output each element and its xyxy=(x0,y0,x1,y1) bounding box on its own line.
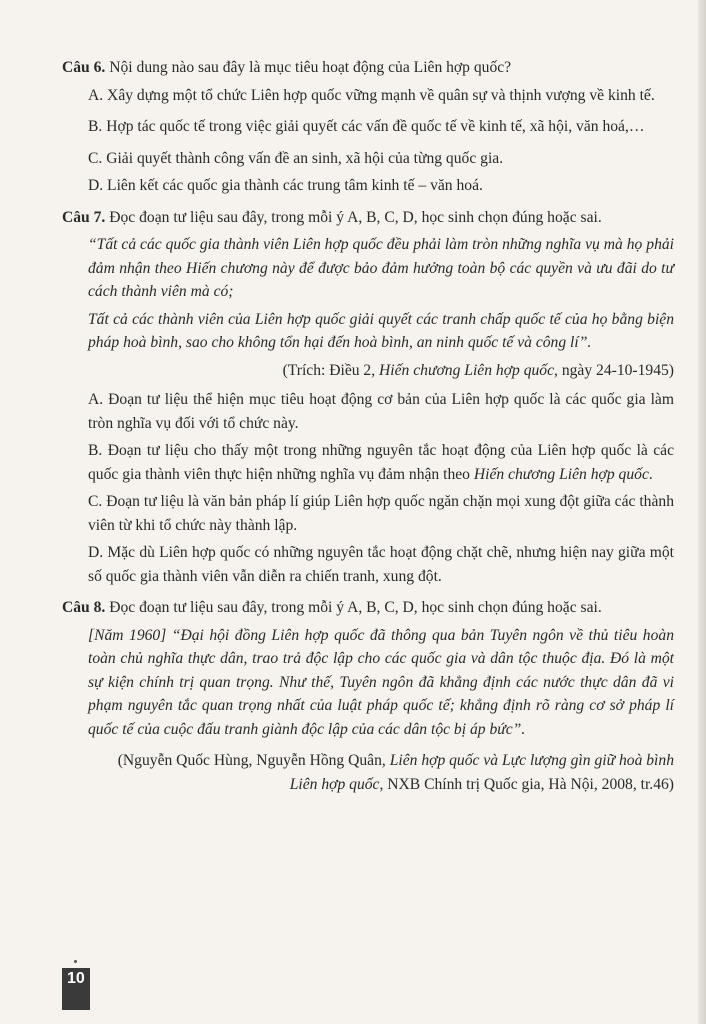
question-8 xyxy=(62,596,674,620)
question-8-quote: [Năm 1960] “Đại hội đồng Liên hợp quốc đã thông qua bản Tuyên ngôn về thủ tiêu hoàn toàn chủ nghĩa thực dân, trao trả độc lập cho các quốc gia và dân tộc thuộc địa. Đó là một sự kiện chính trị quan trọng. Như thế, Tuyên ngôn đã khẳng định các nước thực dân đã vi phạm nguyên tắc quan trọng nhất của luật pháp quốc tế; khẳng định rõ ràng cơ sở pháp lí quốc tế của cuộc đấu tranh giành độc lập của các dân tộc bị áp bức”. xyxy=(88,626,674,738)
question-7-option-a: A. Đoạn tư liệu thể hiện mục tiêu hoạt động cơ bản của Liên hợp quốc là các quốc gia làm tròn nghĩa vụ đối với tổ chức này. xyxy=(88,391,674,432)
question-8-text: Đọc đoạn tư liệu sau đây, trong mỗi ý A, B, C, D, học sinh chọn đúng hoặc sai. xyxy=(105,599,602,616)
question-7-quote-paragraph-1: “Tất cả các quốc gia thành viên Liên hợp quốc đều phải làm tròn những nghĩa vụ mà họ phải đảm nhận theo Hiến chương này để được bảo đảm hưởng toàn bộ các quyền và ưu đãi do tư cách thành viên mà có; xyxy=(88,236,674,300)
question-6-option-a: A. Xây dựng một tổ chức Liên hợp quốc vững mạnh về quân sự và thịnh vượng về kinh tế. xyxy=(88,86,655,104)
question-6 xyxy=(62,56,674,80)
question-7-source-title: Hiến chương Liên hợp quốc xyxy=(379,361,555,379)
page-number-dot xyxy=(74,960,77,963)
page-content xyxy=(62,56,674,796)
question-7-quote-paragraph-2: Tất cả các thành viên của Liên hợp quốc giải quyết các tranh chấp quốc tế của họ bằng biện pháp hoà bình, sao cho không tổn hại đến hoà bình, an ninh quốc tế và công lí”. xyxy=(88,310,674,351)
question-7-text: Đọc đoạn tư liệu sau đây, trong mỗi ý A, B, C, D, học sinh chọn đúng hoặc sai. xyxy=(105,208,602,226)
question-7-option-b-italic: Hiến chương Liên hợp quốc xyxy=(473,465,649,483)
question-7-option-c: C. Đoạn tư liệu là văn bản pháp lí giúp Liên hợp quốc ngăn chặn mọi xung đột giữa các thành viên từ khi tổ chức này thành lập. xyxy=(88,493,674,534)
question-6-label: Câu 6. xyxy=(62,59,106,76)
question-8-citation-pre: (Nguyễn Quốc Hùng, Nguyễn Hồng Quân, xyxy=(117,752,390,769)
question-7-option-b-post: . xyxy=(648,465,653,483)
question-8-citation xyxy=(88,749,674,796)
question-7-source-pre: (Trích: Điều 2, xyxy=(282,361,380,379)
question-7-label: Câu 7. xyxy=(62,208,106,226)
question-7-option-d: D. Mặc dù Liên hợp quốc có những nguyên tắc hoạt động chặt chẽ, nhưng hiện nay giữa một số quốc gia thành viên vẫn diễn ra chiến tranh, xung đột. xyxy=(88,544,674,585)
question-7-source xyxy=(62,359,674,383)
question-6-option-d: D. Liên kết các quốc gia thành các trung tâm kinh tế – văn hoá. xyxy=(88,177,483,194)
page-edge xyxy=(698,0,706,1024)
question-6-text: Nội dung nào sau đây là mục tiêu hoạt động của Liên hợp quốc? xyxy=(105,59,512,76)
question-7-option-b xyxy=(88,439,674,486)
question-6-option-b: B. Hợp tác quốc tế trong việc giải quyết các vấn đề quốc tế về kinh tế, xã hội, văn hoá,… xyxy=(88,118,645,135)
question-8-label: Câu 8. xyxy=(62,599,106,616)
question-7 xyxy=(62,206,674,230)
question-7-option-b-pre: B. Đoạn tư liệu cho thấy một trong những nguyên tắc hoạt động của Liên hợp quốc là các quốc gia thành viên thực hiện những nghĩa vụ đảm nhận theo xyxy=(88,442,674,483)
question-8-citation-title: Liên hợp quốc và Lực lượng gìn giữ hoà bình Liên hợp quốc xyxy=(289,752,674,793)
question-7-source-post: , ngày 24-10-1945) xyxy=(554,361,674,379)
question-8-citation-post: , NXB Chính trị Quốc gia, Hà Nội, 2008, tr.46) xyxy=(379,775,674,793)
question-6-option-c: C. Giải quyết thành công vấn đề an sinh, xã hội của từng quốc gia. xyxy=(88,149,504,167)
page-number: 10 xyxy=(62,968,90,1010)
